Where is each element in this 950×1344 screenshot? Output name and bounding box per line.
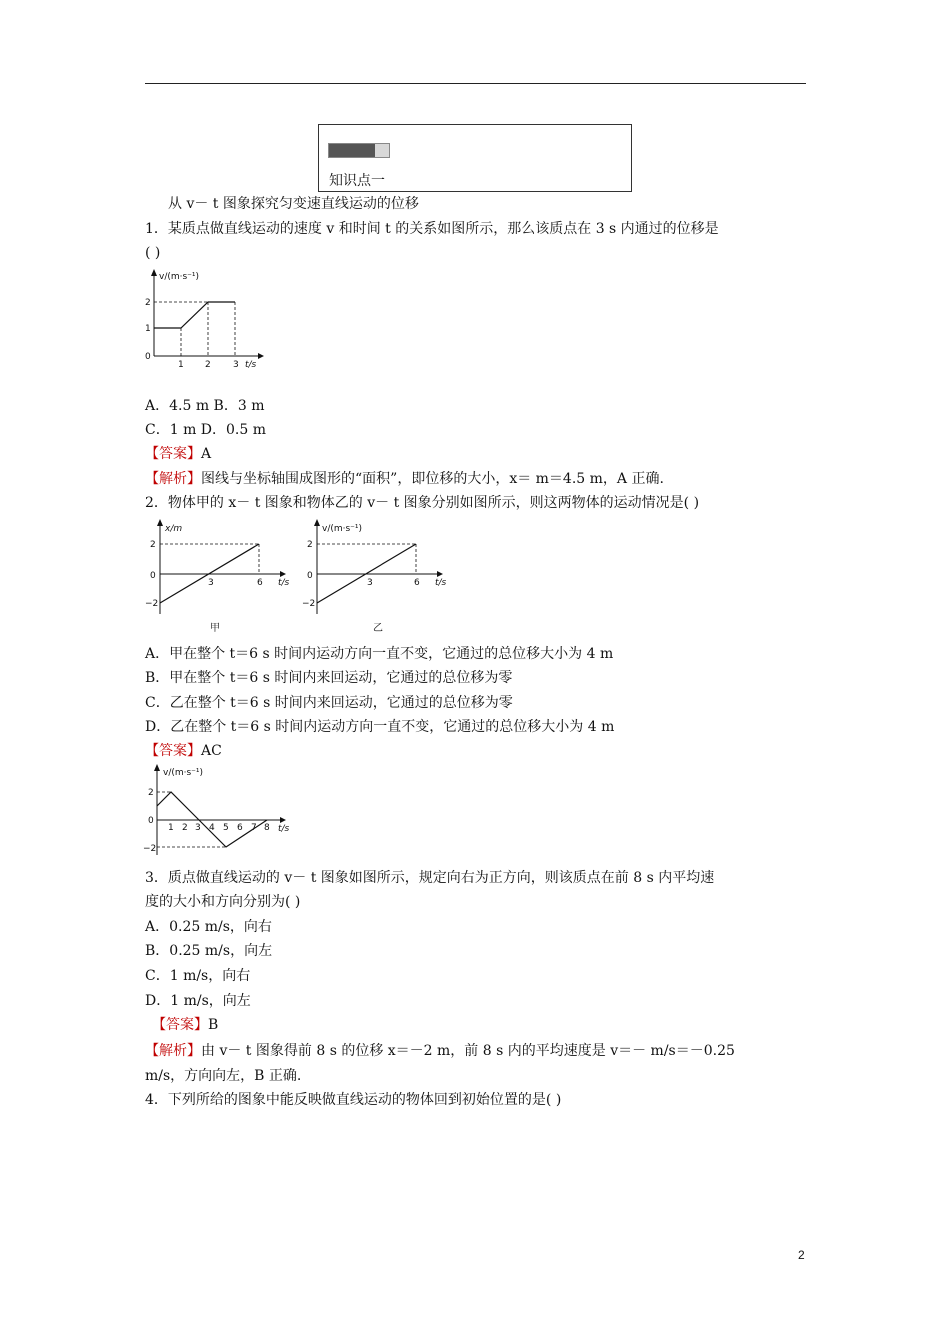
- answer-value: B: [208, 1017, 219, 1033]
- q1-vt-graph: [140, 266, 270, 374]
- q2b-xlabel: t/s: [435, 578, 447, 588]
- q3-xtick: 1: [168, 823, 174, 833]
- q2b-xtick: 3: [367, 578, 373, 588]
- header-rule: [145, 83, 806, 84]
- q3-analysis-line1: [145, 1041, 735, 1061]
- q2b-xtick: 6: [414, 578, 420, 588]
- q2-option-a: A．甲在整个 t＝6 s 时间内运动方向一直不变，它通过的总位移大小为 4 m: [145, 646, 614, 662]
- q1-answer: [145, 444, 211, 464]
- analysis-text: 图线与坐标轴围成图形的“面积”，即位移的大小，x＝ m＝4.5 m，A 正确.: [201, 471, 664, 487]
- q2a-ytick: −2: [145, 599, 159, 609]
- analysis-tag: 【解析】: [145, 1043, 201, 1059]
- q1-stem-line1: 1．某质点做直线运动的速度 v 和时间 t 的关系如图所示，那么该质点在 3 s 内通过的位移是: [145, 221, 719, 237]
- q1-ytick: 1: [145, 324, 151, 334]
- q2-vt-graph-b: [297, 518, 457, 636]
- q3-option-b: B．0.25 m/s，向左: [145, 943, 273, 959]
- q2b-ytick: −2: [302, 599, 316, 609]
- analysis-tag: 【解析】: [145, 471, 201, 487]
- q3-analysis-line2: m/s，方向向左，B 正确.: [145, 1068, 302, 1084]
- q2a-ytick: 2: [150, 540, 156, 550]
- answer-tag: 【答案】: [145, 743, 201, 759]
- knowledge-point-bar-icon: [328, 143, 390, 158]
- section-title: 从 v－ t 图象探究匀变速直线运动的位移: [168, 196, 419, 212]
- q3-stem-line2: 度的大小和方向分别为( ): [145, 894, 301, 910]
- q3-vt-graph: [140, 763, 300, 858]
- q1-xtick: 2: [205, 360, 211, 370]
- answer-tag: 【答案】: [145, 446, 201, 462]
- q3-xtick: 8: [264, 823, 270, 833]
- q3-xlabel: t/s: [278, 824, 290, 834]
- q2a-xtick: 6: [257, 578, 263, 588]
- q2b-caption: 乙: [373, 623, 383, 634]
- q2-xt-graph-a: [140, 518, 300, 636]
- q3-answer: [152, 1015, 218, 1035]
- q2-option-d: D．乙在整个 t＝6 s 时间内运动方向一直不变，它通过的总位移大小为 4 m: [145, 719, 615, 735]
- q1-xlabel: t/s: [245, 360, 257, 370]
- q3-option-d: D．1 m/s，向左: [145, 993, 251, 1009]
- page-number: 2: [798, 1248, 805, 1262]
- q1-ytick: 2: [145, 298, 151, 308]
- q3-xtick: 7: [251, 823, 257, 833]
- q2-option-c: C．乙在整个 t＝6 s 时间内来回运动，它通过的总位移为零: [145, 695, 513, 711]
- answer-tag: 【答案】: [152, 1017, 208, 1033]
- q3-xtick: 3: [195, 823, 201, 833]
- q3-ytick: 0: [148, 816, 154, 826]
- q3-option-c: C．1 m/s，向右: [145, 968, 251, 984]
- q3-xtick: 4: [209, 823, 215, 833]
- q2-answer: [145, 741, 222, 761]
- q1-ytick: 0: [145, 352, 151, 362]
- q1-xtick: 1: [178, 360, 184, 370]
- q2a-xtick: 3: [208, 578, 214, 588]
- q2b-ytick: 0: [307, 571, 313, 581]
- q3-option-a: A．0.25 m/s，向右: [145, 919, 272, 935]
- q3-xtick: 5: [223, 823, 229, 833]
- answer-value: A: [201, 446, 212, 462]
- q2-option-b: B．甲在整个 t＝6 s 时间内来回运动，它通过的总位移为零: [145, 670, 513, 686]
- q3-stem-line1: 3．质点做直线运动的 v－ t 图象如图所示，规定向右为正方向，则该质点在前 8 s 内平均速: [145, 870, 715, 886]
- q1-ylabel: v/(m·s⁻¹): [159, 272, 200, 282]
- knowledge-point-box: [318, 124, 632, 192]
- q3-ylabel: v/(m·s⁻¹): [163, 768, 204, 778]
- q2a-ylabel: x/m: [165, 524, 183, 534]
- q2b-ylabel: v/(m·s⁻¹): [322, 524, 363, 534]
- q2a-caption: 甲: [210, 623, 220, 634]
- q2a-xlabel: t/s: [278, 578, 290, 588]
- answer-value: AC: [201, 743, 222, 759]
- q3-ytick: −2: [143, 844, 157, 854]
- q4-stem: 4．下列所给的图象中能反映做直线运动的物体回到初始位置的是( ): [145, 1092, 562, 1108]
- knowledge-point-label: 知识点一: [329, 173, 385, 189]
- q1-analysis: [145, 469, 664, 489]
- q1-xtick: 3: [233, 360, 239, 370]
- q1-stem-line2: ( ): [145, 245, 161, 261]
- q3-xtick: 6: [237, 823, 243, 833]
- analysis-text: 由 v－ t 图象得前 8 s 的位移 x＝－2 m，前 8 s 内的平均速度是 v＝－ m/s＝－0.25: [201, 1043, 735, 1059]
- q3-ytick: 2: [148, 788, 154, 798]
- q1-options-row2: C．1 m D．0.5 m: [145, 422, 267, 438]
- q2b-ytick: 2: [307, 540, 313, 550]
- q2-stem: 2．物体甲的 x－ t 图象和物体乙的 v－ t 图象分别如图所示，则这两物体的运动情况是( ): [145, 495, 700, 511]
- q1-options-row1: A．4.5 m B．3 m: [145, 398, 265, 414]
- q2a-ytick: 0: [150, 571, 156, 581]
- q3-xtick: 2: [182, 823, 188, 833]
- q1-velocity-line: [154, 302, 235, 328]
